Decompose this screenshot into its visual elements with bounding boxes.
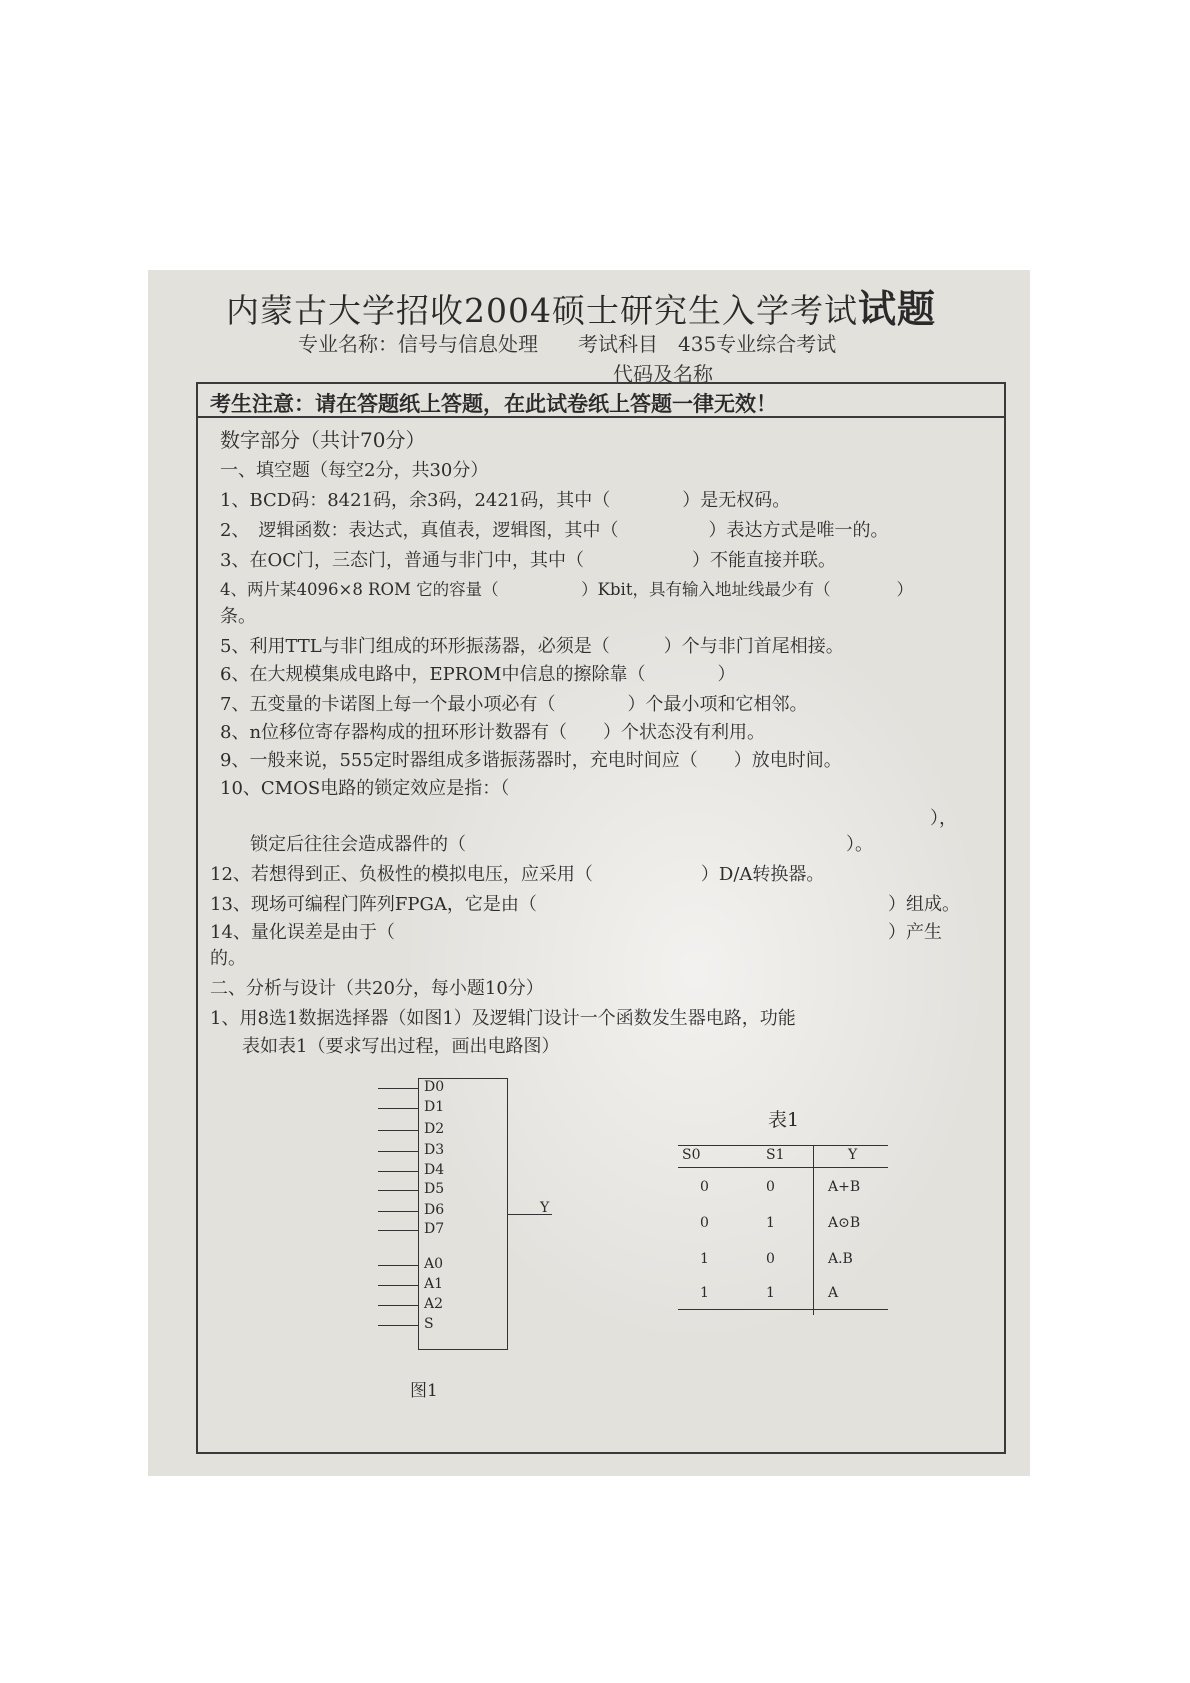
pin-label-d5: D5 (424, 1181, 445, 1197)
section-heading: 数字部分（共计70分） (220, 428, 426, 452)
pin-label-s: S (424, 1316, 434, 1332)
table-cell: A.B (828, 1251, 853, 1267)
question-13: 13、现场可编程门阵列FPGA，它是由（ (210, 894, 537, 915)
part2-heading: 二、分析与设计（共20分，每小题10分） (210, 978, 544, 999)
table-cell: 1 (766, 1285, 775, 1301)
question-7: 7、五变量的卡诺图上每一个最小项必有（ ）个最小项和它相邻。 (220, 694, 808, 715)
question-8: 8、n位移位寄存器构成的扭环形计数器有（ ）个状态没有利用。 (220, 722, 766, 743)
pin-line (378, 1305, 418, 1306)
table-cell: 0 (766, 1251, 775, 1267)
code-name-line: 代码及名称 (613, 362, 713, 386)
question-14-cont: 的。 (210, 948, 246, 969)
table-header-y: Y (848, 1147, 858, 1163)
pin-line (378, 1190, 418, 1191)
major-subject-line: 专业名称：信号与信息处理 考试科目 435专业综合考试 (298, 332, 837, 356)
part2-q1-line2: 表如表1（要求写出过程，画出电路图） (242, 1036, 560, 1057)
table-top-rule (678, 1145, 888, 1146)
pin-line (378, 1151, 418, 1152)
question-4: 4、两片某4096×8 ROM 它的容量（ ）Kbit，具有输入地址线最少有（ ） (220, 580, 913, 599)
question-14-close: ）产生 (888, 922, 942, 943)
pin-label-a2: A2 (424, 1296, 444, 1312)
table-cell: A⊙B (828, 1215, 861, 1231)
table-cell: 0 (700, 1179, 709, 1195)
question-3: 3、在OC门，三态门，普通与非门中，其中（ ）不能直接并联。 (220, 550, 836, 571)
question-12: 12、若想得到正、负极性的模拟电压，应采用（ ）D/A转换器。 (210, 864, 825, 885)
pin-label-d0: D0 (424, 1079, 445, 1095)
question-4-cont: 条。 (220, 606, 256, 627)
question-1: 1、BCD码：8421码，余3码，2421码，其中（ ）是无权码。 (220, 490, 791, 511)
exam-title: 内蒙古大学招收2004硕士研究生入学考试试题 (226, 286, 936, 331)
table-header-s1: S1 (766, 1147, 785, 1163)
table-cell: 0 (700, 1215, 709, 1231)
table-cell: 1 (700, 1285, 709, 1301)
table-cell: A+B (828, 1179, 861, 1195)
question-13-close: ）组成。 (888, 894, 960, 915)
pin-label-d7: D7 (424, 1221, 445, 1237)
pin-line (378, 1108, 418, 1109)
pin-label-a1: A1 (424, 1276, 444, 1292)
pin-label-d4: D4 (424, 1162, 445, 1178)
pin-label-d6: D6 (424, 1202, 445, 1218)
pin-label-d3: D3 (424, 1142, 445, 1158)
table-cell: 0 (766, 1179, 775, 1195)
question-2: 2、 逻辑函数：表达式，真值表，逻辑图，其中（ ）表达方式是唯一的。 (220, 520, 889, 541)
pin-line (378, 1088, 418, 1089)
pin-label-d2: D2 (424, 1121, 445, 1137)
table-header-s0: S0 (682, 1147, 701, 1163)
table-cell: 1 (766, 1215, 775, 1231)
figure-1-caption: 图1 (410, 1381, 438, 1401)
table-1-caption: 表1 (768, 1109, 800, 1131)
pin-line (378, 1230, 418, 1231)
candidate-notice: 考生注意：请在答题纸上答题，在此试卷纸上答题一律无效！ (198, 384, 1004, 418)
pin-line (378, 1211, 418, 1212)
question-14: 14、量化误差是由于（ (210, 922, 395, 943)
question-5: 5、利用TTL与非门组成的环形振荡器，必须是（ ）个与非门首尾相接。 (220, 636, 844, 657)
table-cell: A (828, 1285, 839, 1301)
question-10-close: ）， (930, 808, 957, 829)
question-10-cont-close: ）。 (846, 834, 873, 855)
table-divider (813, 1145, 814, 1315)
question-10-cont: 锁定后往往会造成器件的（ (250, 834, 466, 855)
pin-line (378, 1285, 418, 1286)
pin-label-a0: A0 (424, 1256, 444, 1272)
pin-line (378, 1130, 418, 1131)
exam-paper-photo (148, 270, 1030, 1476)
pin-label-d1: D1 (424, 1099, 445, 1115)
part1-heading: 一、填空题（每空2分，共30分） (220, 460, 489, 481)
question-6: 6、在大规模集成电路中，EPROM中信息的擦除靠（ ） (220, 664, 736, 685)
table-1 (678, 1105, 888, 1325)
output-label-y: Y (540, 1200, 550, 1216)
table-cell: 1 (700, 1251, 709, 1267)
table-header-rule (678, 1167, 888, 1168)
question-10: 10、CMOS电路的锁定效应是指：（ (220, 778, 510, 799)
pin-line (378, 1325, 418, 1326)
pin-line (378, 1265, 418, 1266)
question-9: 9、一般来说，555定时器组成多谐振荡器时，充电时间应（ ）放电时间。 (220, 750, 842, 771)
table-bottom-rule (678, 1309, 888, 1310)
part2-q1-line1: 1、用8选1数据选择器（如图1）及逻辑门设计一个函数发生器电路，功能 (210, 1008, 796, 1029)
pin-line (378, 1171, 418, 1172)
